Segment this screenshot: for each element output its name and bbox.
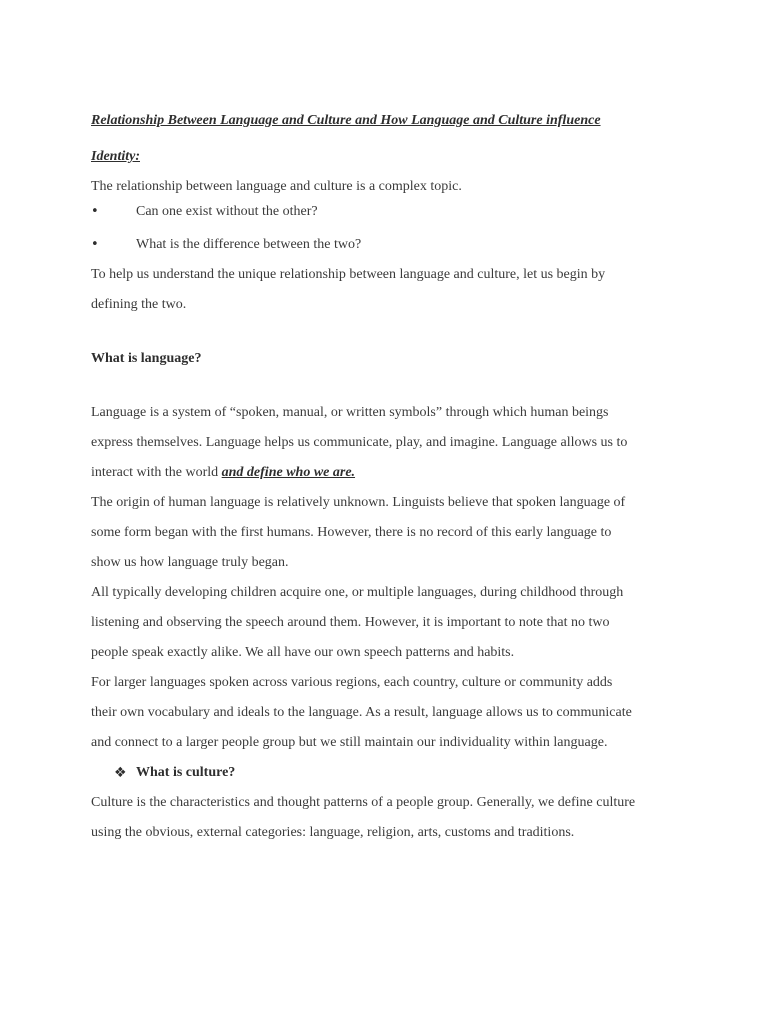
origin-paragraph-line-1: The origin of human language is relatively unknown. Linguists believe that spoken language of: [91, 495, 626, 510]
culture-paragraph-line-1: Culture is the characteristics and thought patterns of a people group. Generally, we define culture: [91, 795, 636, 810]
bullet-item-2: What is the difference between the two?: [136, 237, 362, 252]
origin-paragraph-line-2: some form began with the first humans. However, there is no record of this early language to: [91, 525, 612, 540]
bullet-marker-1: •: [91, 204, 99, 219]
help-paragraph-line-1: To help us understand the unique relationship between language and culture, let us begin by: [91, 267, 606, 282]
language-paragraph-line-2: express themselves. Language helps us communicate, play, and imagine. Language allows us to: [91, 435, 628, 450]
document-title-line-2: Identity:: [91, 149, 140, 164]
larger-paragraph-line-3: and connect to a larger people group but we still maintain our individuality within language.: [91, 735, 608, 750]
origin-paragraph-line-3: show us how language truly began.: [91, 555, 289, 570]
help-paragraph-line-2: defining the two.: [91, 297, 187, 312]
intro-paragraph: The relationship between language and culture is a complex topic.: [91, 179, 462, 194]
larger-paragraph-line-1: For larger languages spoken across various regions, each country, culture or community adds: [91, 675, 613, 690]
language-paragraph-line-3-text: interact with the world: [91, 465, 222, 480]
language-paragraph-line-1: Language is a system of “spoken, manual, or written symbols” through which human beings: [91, 405, 609, 420]
children-paragraph-line-3: people speak exactly alike. We all have our own speech patterns and habits.: [91, 645, 515, 660]
language-paragraph-line-3: [91, 464, 355, 482]
heading-what-is-language: What is language?: [91, 351, 202, 366]
children-paragraph-line-1: All typically developing children acquire one, or multiple languages, during childhood through: [91, 585, 624, 600]
children-paragraph-line-2: listening and observing the speech around them. However, it is important to note that no two: [91, 615, 610, 630]
emphasis-define-who-we-are: and define who we are.: [221, 465, 356, 480]
bullet-item-1: Can one exist without the other?: [136, 204, 318, 219]
heading-what-is-culture: What is culture?: [136, 765, 236, 780]
larger-paragraph-line-2: their own vocabulary and ideals to the language. As a result, language allows us to communicate: [91, 705, 632, 720]
bullet-marker-2: •: [91, 237, 99, 252]
diamond-bullet-icon: ❖: [114, 765, 127, 781]
document-title-line-1: Relationship Between Language and Culture and How Language and Culture influence: [91, 113, 601, 128]
culture-paragraph-line-2: using the obvious, external categories: language, religion, arts, customs and traditions.: [91, 825, 575, 840]
